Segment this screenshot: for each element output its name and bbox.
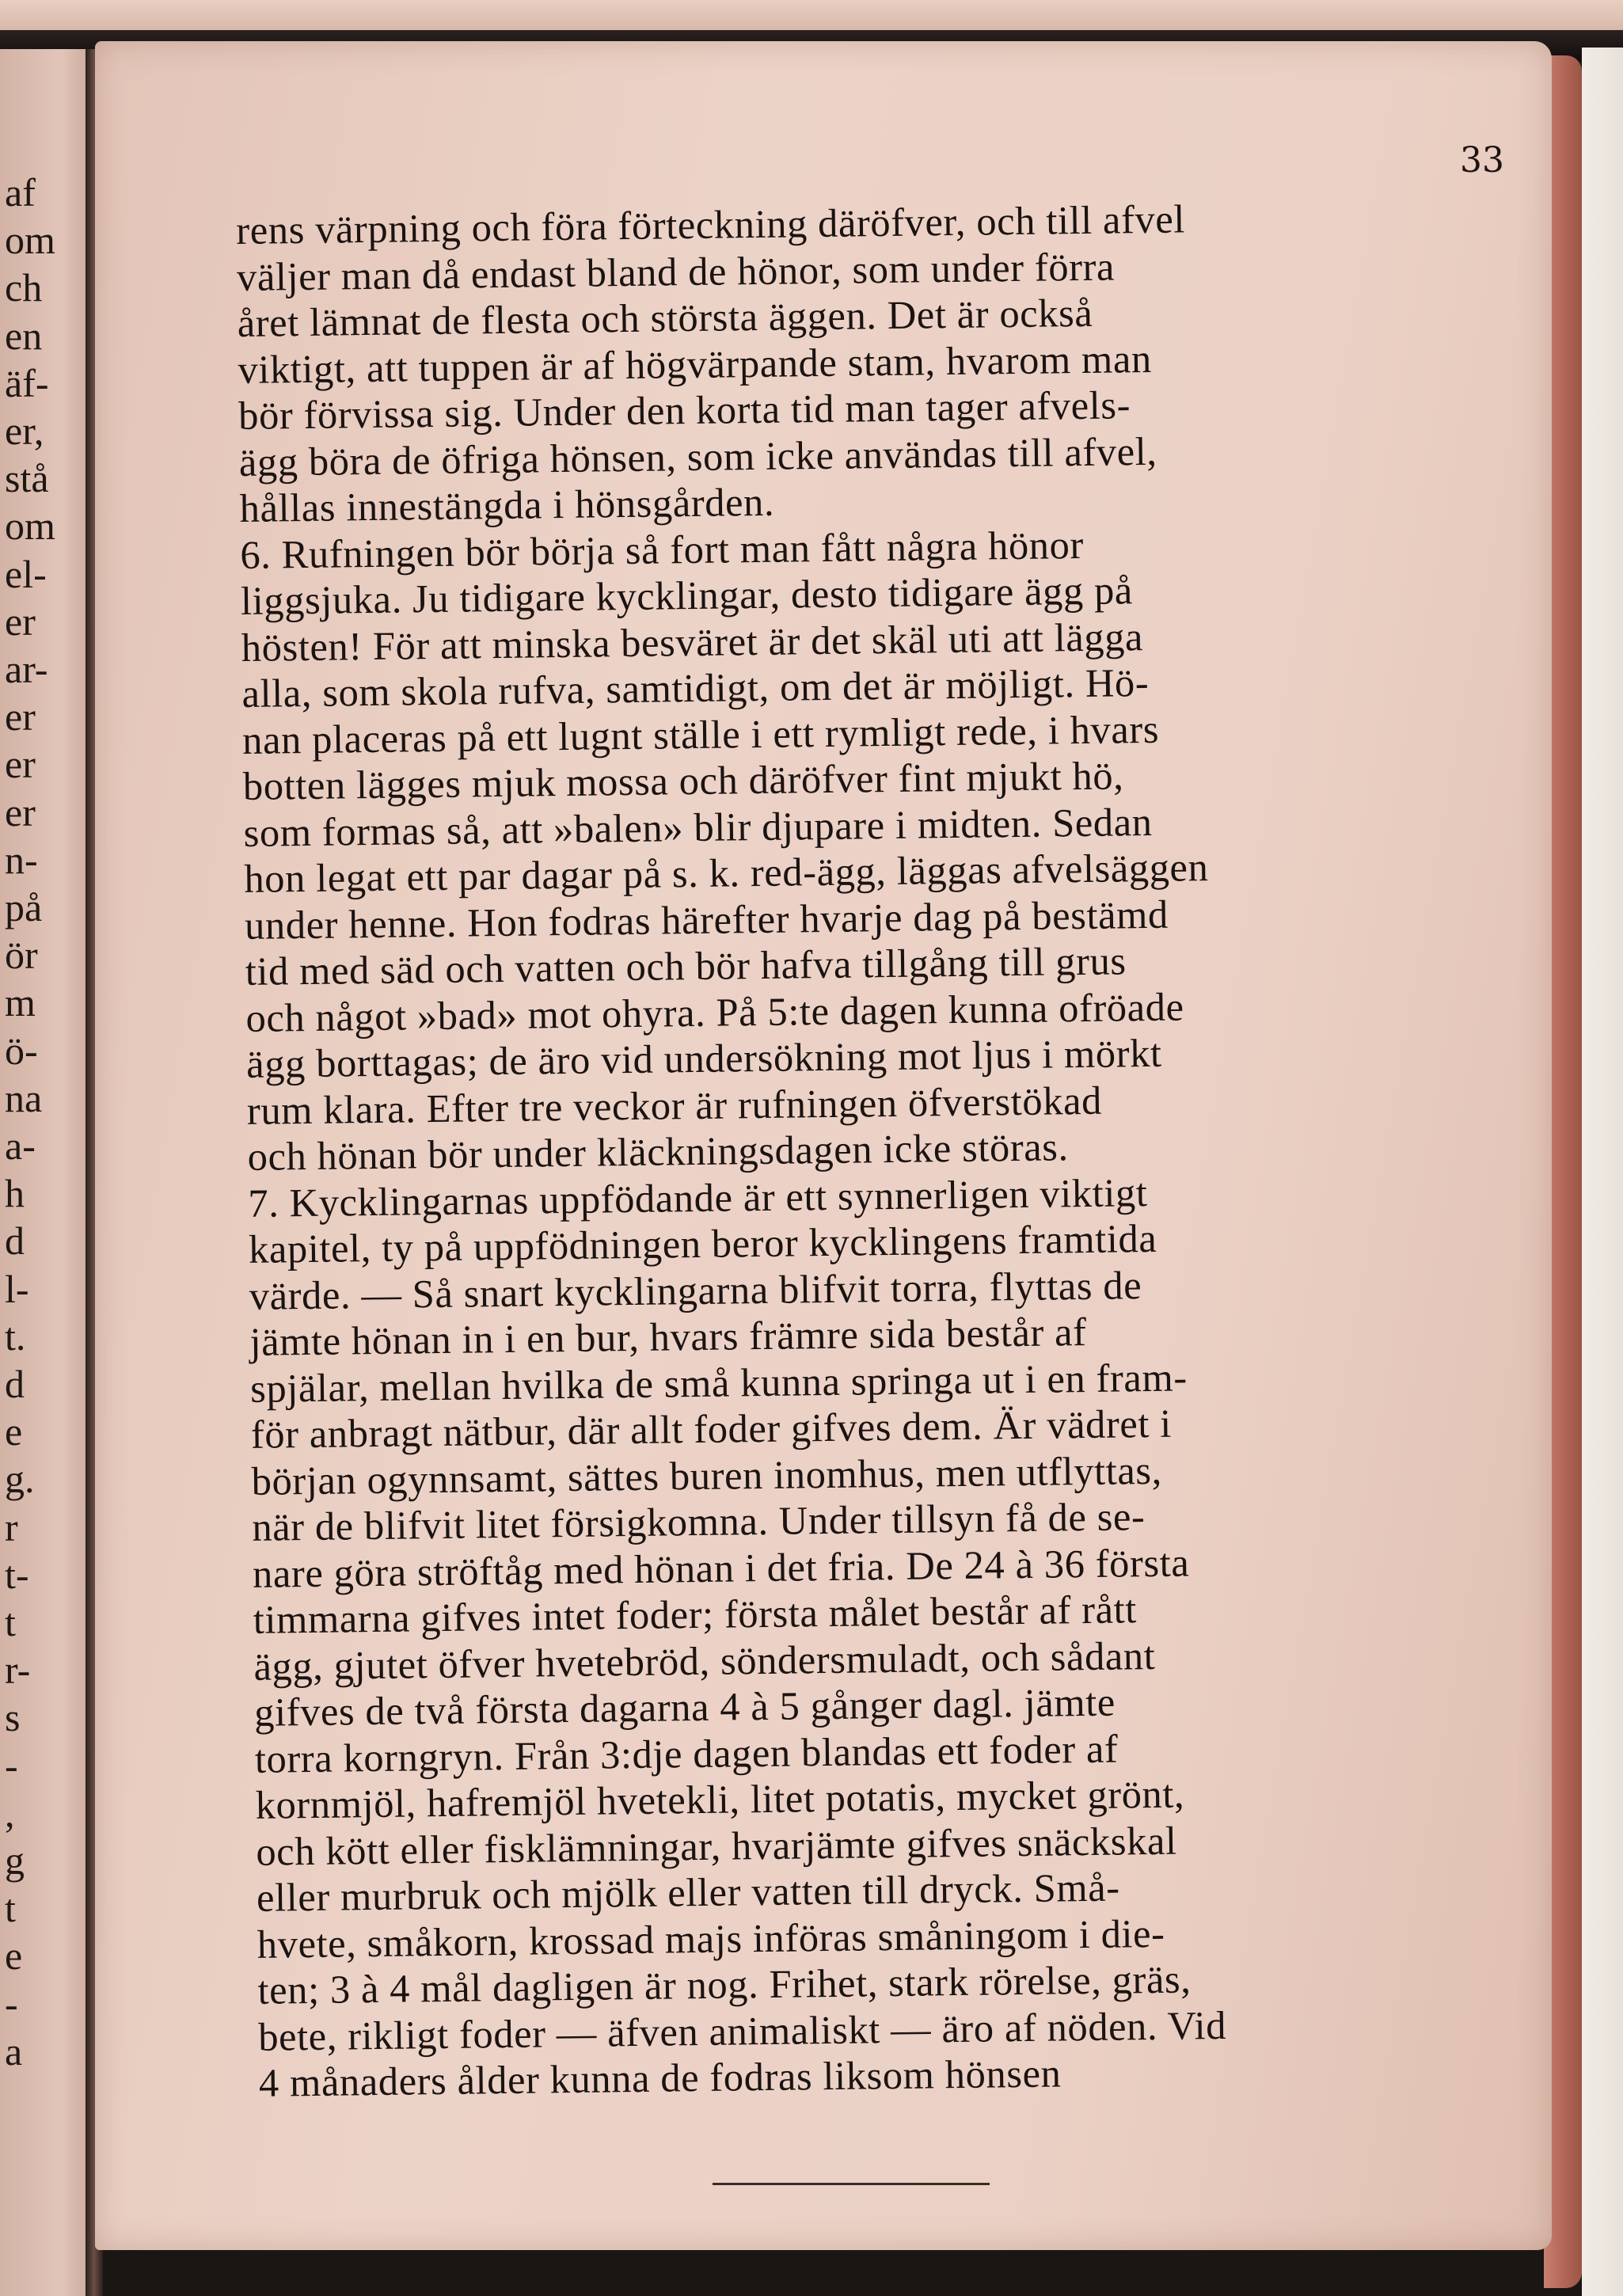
left-page-fragment: t- [5,1552,29,1597]
text-line: hösten! För att minska besväret är det skäl uti att lägga [241,614,1144,670]
text-line: under henne. Hon fodras härefter hvarje dag på bestämd [244,891,1169,948]
left-page-fragment: h [5,1171,25,1216]
text-line: rens värpning och föra förteckning däröfver, och till afvel [236,196,1186,253]
text-line: ägg borttagas; de äro vid undersökning mot ljus i mörkt [245,1030,1162,1086]
left-page-fragment: er [5,599,36,644]
left-page-fragment: e [5,1409,23,1454]
text-line: när de blifvit litet försigkomna. Under tillsyn få de se- [252,1494,1146,1549]
text-line: ägg böra de öfriga hönsen, som icke användas till afvel, [238,428,1157,485]
left-page-fragment: m [5,980,36,1025]
left-page-fragment: om [5,218,55,263]
left-page-fragment: stå [5,456,49,501]
background-right [1582,48,1623,2296]
text-line: timmarna gifves intet foder; första målet består af rått [253,1587,1138,1642]
left-page-fragment: på [5,885,43,929]
left-page-fragment: na [5,1075,43,1120]
left-page-fragment: om [5,504,55,549]
left-page-fragment: er [5,694,36,739]
text-line: kornmjöl, hafremjöl hvetekli, litet potatis, mycket grönt, [255,1771,1185,1827]
left-page-fragment: ar- [5,647,48,691]
text-line: spjälar, mellan hvilka de små kunna springa ut i en fram- [249,1354,1188,1411]
left-page-fragment: r- [5,1648,31,1693]
text-line: för anbragt nätbur, där allt foder gifves dem. Är vädret i [250,1401,1173,1457]
text-line: 4 månaders ålder kunna de fodras liksom hönsen [258,2051,1062,2105]
text-line: 6. Rufningen bör börja så fort man fått några hönor [240,522,1085,577]
left-page-fragment: a- [5,1123,36,1168]
text-line: kapitel, ty på uppfödningen beror kycklingens framtida [248,1215,1157,1272]
left-page-fragment: d [5,1218,25,1264]
text-line: och hönan bör under kläckningsdagen icke störas. [247,1124,1070,1179]
text-line: ten; 3 à 4 mål dagligen är nog. Frihet, stark rörelse, gräs, [257,1956,1192,2013]
left-page-fragment: - [5,1743,18,1788]
top-page-edge [0,0,1623,30]
left-page-fragment: ch [5,265,43,310]
text-line: värde. — Så snart kycklingarna blifvit torra, flyttas de [249,1262,1142,1318]
left-page-fragment: , [5,1790,15,1835]
left-page-fragment: n- [5,837,38,882]
text-line: bete, rikligt foder — äfven animaliskt — äro af nöden. Vid [257,2002,1227,2059]
text-line: botten lägges mjuk mossa och däröfver fint mjukt hö, [242,753,1124,808]
left-page-fragment: t [5,1600,16,1644]
left-page-fragment: af [5,170,36,215]
left-page-fragment: a [5,2028,23,2074]
left-page-fragment: s [5,1695,21,1740]
left-page-fragment: g [5,1838,25,1883]
text-line: 7. Kycklingarnas uppfödande är ett synnerligen viktigt [248,1169,1148,1226]
text-line: hon legat ett par dagar på s. k. red-ägg, läggas afvelsäggen [244,845,1209,901]
footer-rule [713,2183,990,2185]
left-page-fragment: en [5,313,43,358]
text-line: hvete, småkorn, krossad majs införas småningom i die- [257,1910,1165,1967]
left-page-fragment: l- [5,1266,29,1311]
text-line: som formas så, att »balen» blir djupare i midten. Sedan [243,799,1153,855]
text-line: året lämnat de flesta och största äggen. Det är också [237,290,1093,345]
left-page-fragment: ö- [5,1028,38,1073]
left-page-fragment: äf- [5,360,49,405]
text-line: gifves de två första dagarna 4 à 5 gånger dagl. jämte [253,1679,1116,1735]
text-line: och något »bad» mot ohyra. På 5:te dagen kunna ofröade [245,983,1184,1040]
left-page-fragment: er [5,789,36,834]
left-page-edge [0,49,89,2296]
left-page-fragment: - [5,1981,18,2026]
left-page-fragment: el- [5,551,47,596]
left-page-fragment: ör [5,933,38,978]
text-line: och kött eller fisklämningar, hvarjämte gifves snäckskal [256,1818,1177,1874]
text-line: nare göra ströftåg med hönan i det fria. De 24 à 36 första [252,1539,1190,1596]
left-page-fragment: g. [5,1457,35,1502]
page-number: 33 [1460,140,1504,181]
text-line: rum klara. Efter tre veckor är rufningen öfverstökad [246,1078,1103,1133]
left-page-fragment: r [5,1504,18,1549]
left-page-fragment: d [5,1362,25,1406]
text-line: nan placeras på ett lugnt ställe i ett rymligt rede, i hvars [241,706,1160,762]
text-line: tid med säd och vatten och bör hafva tillgång till grus [245,938,1127,994]
left-page-fragment: t [5,1886,16,1931]
left-page-fragment: er, [5,409,44,453]
text-line: ägg, gjutet öfver hvetebröd, söndersmuladt, och sådant [253,1633,1156,1689]
text-line: väljer man då endast bland de hönor, som under förra [236,243,1116,299]
text-line: eller murbruk och mjölk eller vatten till dryck. Små- [256,1865,1120,1920]
left-page-fragment: er [5,742,36,787]
text-line: alla, som skola rufva, samtidigt, om det är möjligt. Hö- [241,660,1150,716]
text-line: hållas innestängda i hönsgården. [239,479,775,530]
left-page-fragment: e [5,1933,23,1979]
text-line: torra korngryn. Från 3:dje dagen blandas ett foder af [254,1726,1119,1781]
text-line: början ogynnsamt, sättes buren inomhus, men utflyttas, [251,1447,1163,1503]
book-page [95,41,1552,2250]
text-line: bör förvissa sig. Under den korta tid man tager afvels- [238,382,1131,438]
text-line: viktigt, att tuppen är af högvärpande stam, hvarom man [238,336,1153,392]
text-line: liggsjuka. Ju tidigare kycklingar, desto tidigare ägg på [240,568,1134,623]
body-text [236,192,1510,2107]
text-line: jämte hönan in i en bur, hvars främre sida består af [249,1309,1087,1364]
left-page-fragment: t. [5,1313,26,1359]
